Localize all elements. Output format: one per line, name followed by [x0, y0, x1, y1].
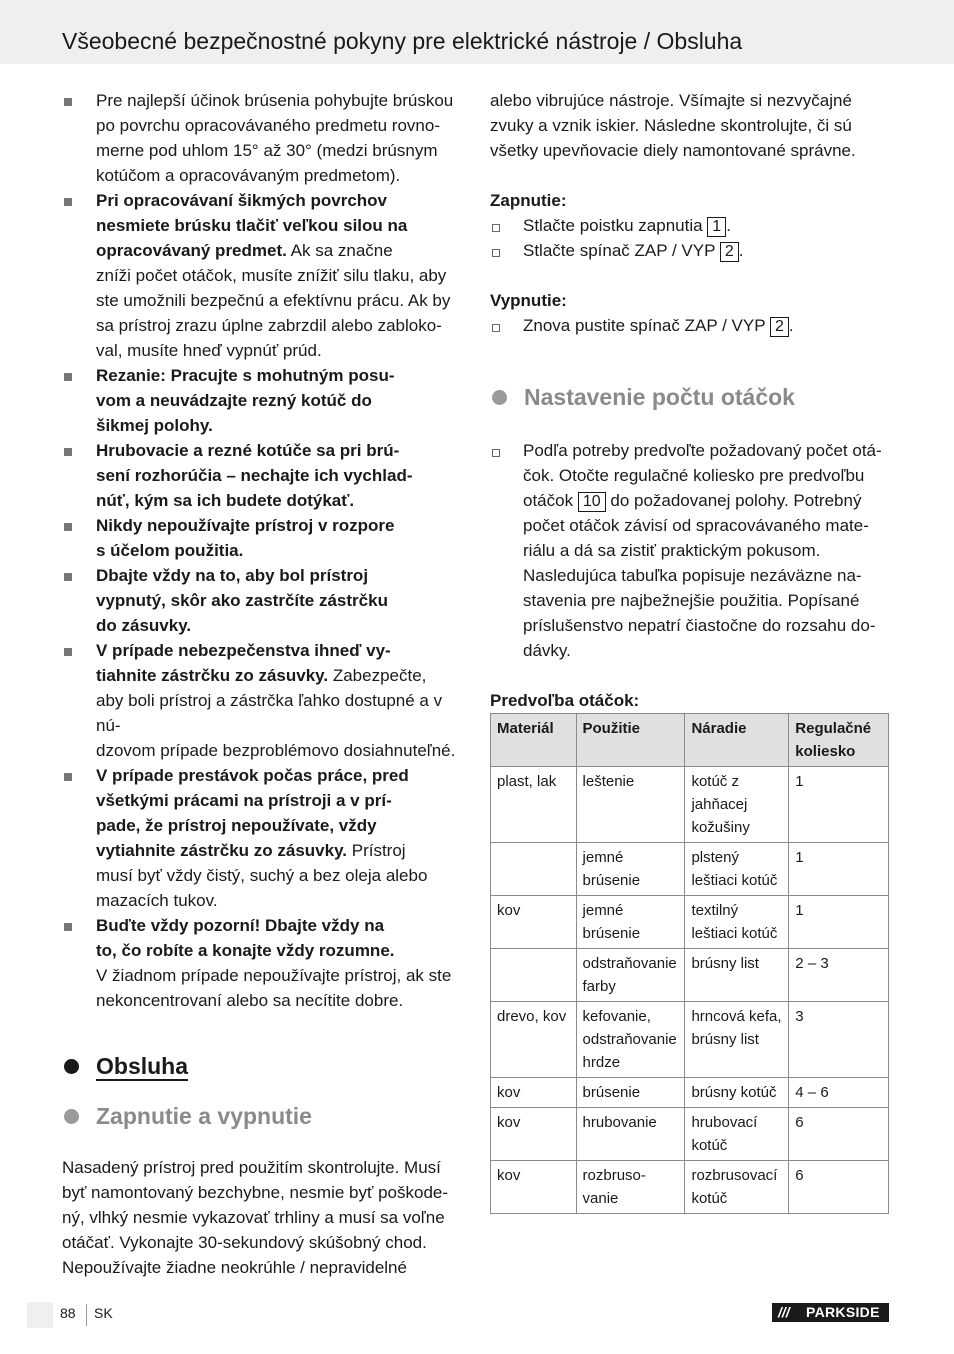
table-row — [491, 949, 889, 1002]
checkbox-bullet-icon — [492, 449, 500, 457]
left-column — [62, 88, 466, 1280]
right-column — [490, 88, 890, 1214]
table-cell: rozbruso-vanie — [576, 1161, 685, 1214]
table-cell: plstený leštiaci kotúč — [685, 843, 789, 896]
list-item: Nikdy nepoužívajte prístroj v rozpore s účelom použitia. — [62, 513, 466, 563]
subsection-heading-speed: Nastavenie počtu otáčok — [490, 382, 890, 412]
list-item: Dbajte vždy na to, aby bol prístroj vypnutý, skôr ako zastrčíte zástrčku do zásuvky. — [62, 563, 466, 638]
square-bullet-icon — [64, 773, 72, 781]
column-header: Materiál — [491, 714, 577, 767]
table-header-row — [491, 714, 889, 767]
bullet-dot-icon — [64, 1109, 79, 1124]
page-title: Všeobecné bezpečnostné pokyny pre elektrické nástroje / Obsluha — [62, 28, 743, 54]
table-row — [491, 767, 889, 843]
table-row — [491, 896, 889, 949]
square-bullet-icon — [64, 523, 72, 531]
table-cell: 1 — [789, 843, 889, 896]
square-bullet-icon — [64, 198, 72, 206]
table-cell: kov — [491, 1078, 577, 1108]
list-item: Pre najlepší účinok brúsenia pohybujte brúskou po povrchu opracovávaného predmetu rovno- merne pod uhlom 15° až 30° (medzi brúsnym kotúčom a opracovávaným predmetom). — [62, 88, 466, 188]
table-row — [491, 1108, 889, 1161]
speed-table — [490, 713, 889, 1214]
table-cell: textilný leštiaci kotúč — [685, 896, 789, 949]
column-header: Použitie — [576, 714, 685, 767]
parkside-logo — [772, 1303, 889, 1322]
table-cell: kov — [491, 1108, 577, 1161]
table-row — [491, 1161, 889, 1214]
table-cell: plast, lak — [491, 767, 577, 843]
table-cell: brúsny list — [685, 949, 789, 1002]
table-row — [491, 1078, 889, 1108]
list-item: Pri opracovávaní šikmých povrchov nesmiete brúsku tlačiť veľkou silou na opracovávaný predmet. Ak sa značne zníži počet otáčok, musíte znížiť silu tlaku, aby ste umožnili bezpečnú a efektívnu prácu. Ak by sa prístroj zrazu úplne zabrzdil alebo zabloko- val, musíte hneď vypnúť prúd. — [62, 188, 466, 363]
part-reference: 2 — [770, 317, 789, 337]
table-cell: kov — [491, 896, 577, 949]
page-number: 88 — [60, 1305, 76, 1321]
logo-name: PARKSIDE — [806, 1304, 880, 1320]
table-cell: leštenie — [576, 767, 685, 843]
table-cell: 1 — [789, 767, 889, 843]
table-cell: 1 — [789, 896, 889, 949]
list-item: Stlačte poistku zapnutia 1 . — [490, 213, 890, 238]
checkbox-bullet-icon — [492, 224, 500, 232]
table-row — [491, 843, 889, 896]
paragraph: Nasadený prístroj pred použitím skontrolujte. Musí byť namontovaný bezchybne, nesmie byť poškode- ný, vlhký nesmie vykazovať trhliny a musí sa voľne otáčať. Vykonajte 30-sekundový skúšobný chod. Nepoužívajte žiadne neokrúhle / nepravidelné — [62, 1158, 449, 1277]
table-cell: 6 — [789, 1161, 889, 1214]
table-cell: kefovanie, odstraňovanie hrdze — [576, 1002, 685, 1078]
table-cell: brúsny kotúč — [685, 1078, 789, 1108]
table-cell: 6 — [789, 1108, 889, 1161]
column-header: Regulačné koliesko — [789, 714, 889, 767]
switch-on-label: Zapnutie: — [490, 191, 567, 210]
table-cell: kov — [491, 1161, 577, 1214]
table-cell: 3 — [789, 1002, 889, 1078]
table-cell — [491, 949, 577, 1002]
bullet-dot-icon — [64, 1059, 79, 1074]
table-cell: brúsenie — [576, 1078, 685, 1108]
list-item: Znova pustite spínač ZAP / VYP 2 . — [490, 313, 890, 338]
language-code: SK — [94, 1305, 113, 1321]
logo-stripes-icon: /// — [778, 1304, 790, 1320]
table-cell: kotúč z jahňacej kožušiny — [685, 767, 789, 843]
column-header: Náradie — [685, 714, 789, 767]
table-cell: hrubovanie — [576, 1108, 685, 1161]
page-header — [0, 0, 954, 64]
table-label: Predvoľba otáčok: — [490, 691, 640, 710]
part-reference: 10 — [578, 492, 606, 512]
table-cell: hrncová kefa, brúsny list — [685, 1002, 789, 1078]
square-bullet-icon — [64, 923, 72, 931]
checkbox-bullet-icon — [492, 324, 500, 332]
square-bullet-icon — [64, 648, 72, 656]
section-heading-obsluha: Obsluha — [62, 1051, 466, 1081]
footer-divider — [86, 1304, 87, 1326]
list-item: V prípade nebezpečenstva ihneď vy- tiahnite zástrčku zo zásuvky. Zabezpečte, aby boli prístroj a zástrčka ľahko dostupné a v nú- dzovom prípade bezproblémovo dosiahnuteľné. — [62, 638, 466, 763]
part-reference: 1 — [707, 217, 726, 237]
table-cell: jemné brúsenie — [576, 843, 685, 896]
footer-marker — [27, 1302, 53, 1328]
list-item: Podľa potreby predvoľte požadovaný počet otá- čok. Otočte regulačné koliesko pre predvoľbu otáčok 10 do požadovanej polohy. Potrebný počet otáčok závisí od spracovávaného mate- riálu a dá sa zistiť praktickým pokusom. Nasledujúca tabuľka popisuje nezáväzne na- stavenia pre najbežnejšie použitia. Popísané príslušenstvo nepatrí čiastočne do rozsahu do- dávky. — [490, 438, 890, 663]
table-cell: jemné brúsenie — [576, 896, 685, 949]
square-bullet-icon — [64, 98, 72, 106]
list-item: Buďte vždy pozorní! Dbajte vždy na to, čo robíte a konajte vždy rozumne. V žiadnom prípade nepoužívajte prístroj, ak ste nekoncentrovaní alebo sa necítite dobre. — [62, 913, 466, 1013]
paragraph: alebo vibrujúce nástroje. Všímajte si nezvyčajné zvuky a vznik iskier. Následne skontrolujte, či sú všetky upevňovacie diely namontované správne. — [490, 91, 856, 160]
list-item: Hrubovacie a rezné kotúče sa pri brú- sení rozhorúčia – nechajte ich vychlad- núť, kým sa ich budete dotýkať. — [62, 438, 466, 513]
table-cell: hrubovací kotúč — [685, 1108, 789, 1161]
table-cell: rozbrusovací kotúč — [685, 1161, 789, 1214]
list-item: Rezanie: Pracujte s mohutným posu- vom a neuvádzajte rezný kotúč do šikmej polohy. — [62, 363, 466, 438]
checkbox-bullet-icon — [492, 249, 500, 257]
table-cell — [491, 843, 577, 896]
switch-off-label: Vypnutie: — [490, 291, 567, 310]
list-item: Stlačte spínač ZAP / VYP 2 . — [490, 238, 890, 263]
square-bullet-icon — [64, 448, 72, 456]
square-bullet-icon — [64, 573, 72, 581]
table-cell: 2 – 3 — [789, 949, 889, 1002]
table-row — [491, 1002, 889, 1078]
list-item: V prípade prestávok počas práce, pred všetkými prácami na prístroji a v prí- pade, že prístroj nepoužívate, vždy vytiahnite zástrčku zo zásuvky. Prístroj musí byť vždy čistý, suchý a bez oleja alebo mazacích tukov. — [62, 763, 466, 913]
part-reference: 2 — [720, 242, 739, 262]
table-cell: drevo, kov — [491, 1002, 577, 1078]
bullet-dot-icon — [492, 390, 507, 405]
square-bullet-icon — [64, 373, 72, 381]
subsection-heading-on-off: Zapnutie a vypnutie — [62, 1101, 466, 1131]
table-cell: 4 – 6 — [789, 1078, 889, 1108]
table-cell: odstraňovanie farby — [576, 949, 685, 1002]
